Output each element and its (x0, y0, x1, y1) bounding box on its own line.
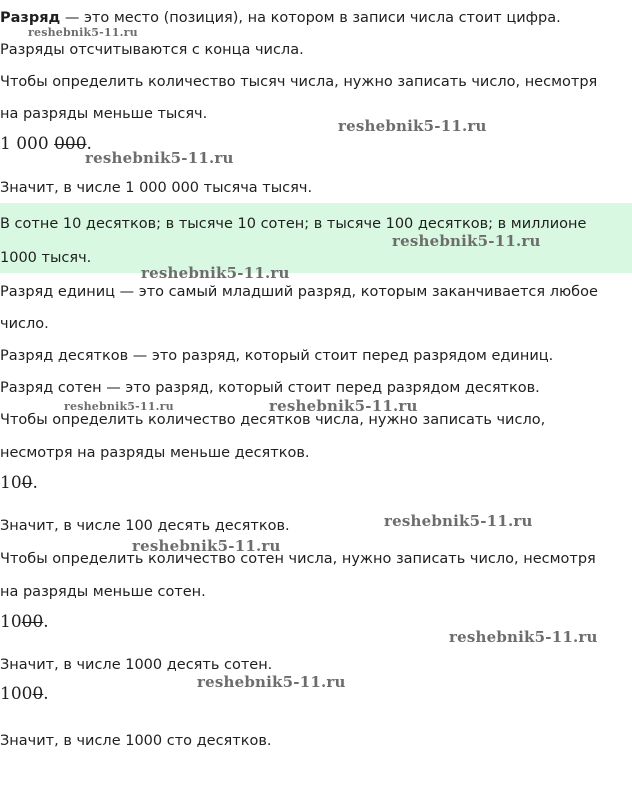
text-line: Разряд единиц — это самый младший разряд, которым заканчивается любое (0, 284, 598, 300)
text-line: Значит, в числе 1000 десять сотен. (0, 657, 273, 673)
number-example: 1000. (0, 684, 49, 704)
watermark: reshebnik5-11.ru (384, 512, 533, 530)
text-line: на разряды меньше сотен. (0, 584, 206, 600)
text-line: Значит, в числе 1000 сто десятков. (0, 733, 272, 749)
number-example: 1 000 000. (0, 134, 92, 154)
watermark: reshebnik5-11.ru (132, 537, 281, 555)
struck-digits: 00 (21, 612, 44, 632)
number-example: 100. (0, 473, 38, 493)
watermark: reshebnik5-11.ru (85, 149, 234, 167)
watermark: reshebnik5-11.ru (449, 628, 598, 646)
number-example: 1000. (0, 612, 49, 632)
watermark: reshebnik5-11.ru (28, 26, 138, 39)
text-line: Чтобы определить количество десятков числа, нужно записать число, (0, 412, 546, 428)
text-line: Чтобы определить количество сотен числа, нужно записать число, несмотря (0, 551, 596, 567)
text-line: Значит, в числе 100 десять десятков. (0, 518, 290, 534)
text-line: несмотря на разряды меньше десятков. (0, 445, 310, 461)
highlight-text-line: В сотне 10 десятков; в тысяче 10 сотен; в тысяче 100 десятков; в миллионе (0, 216, 587, 232)
watermark: reshebnik5-11.ru (64, 400, 174, 413)
watermark: reshebnik5-11.ru (338, 117, 487, 135)
watermark: reshebnik5-11.ru (197, 673, 346, 691)
watermark: reshebnik5-11.ru (392, 232, 541, 250)
watermark: reshebnik5-11.ru (141, 264, 290, 282)
watermark: reshebnik5-11.ru (269, 397, 418, 415)
text-line: Разряды отсчитываются с конца числа. (0, 42, 304, 58)
text-line: Разряд сотен — это разряд, который стоит перед разрядом десятков. (0, 380, 540, 396)
struck-digits: 0 (32, 684, 44, 704)
definition-line (0, 8, 561, 28)
highlight-text-line: 1000 тысяч. (0, 250, 92, 266)
definition-text: — это место (позиция), на котором в записи числа стоит цифра. (60, 10, 561, 26)
text-line: число. (0, 316, 49, 332)
struck-digits: 000 (54, 134, 87, 154)
text-line: на разряды меньше тысяч. (0, 106, 208, 122)
text-line: Чтобы определить количество тысяч числа, нужно записать число, несмотря (0, 74, 598, 90)
struck-digits: 0 (21, 473, 33, 493)
text-line: Значит, в числе 1 000 000 тысяча тысяч. (0, 180, 313, 196)
term-razryad: Разряд (0, 10, 61, 26)
text-line: Разряд десятков — это разряд, который стоит перед разрядом единиц. (0, 348, 554, 364)
